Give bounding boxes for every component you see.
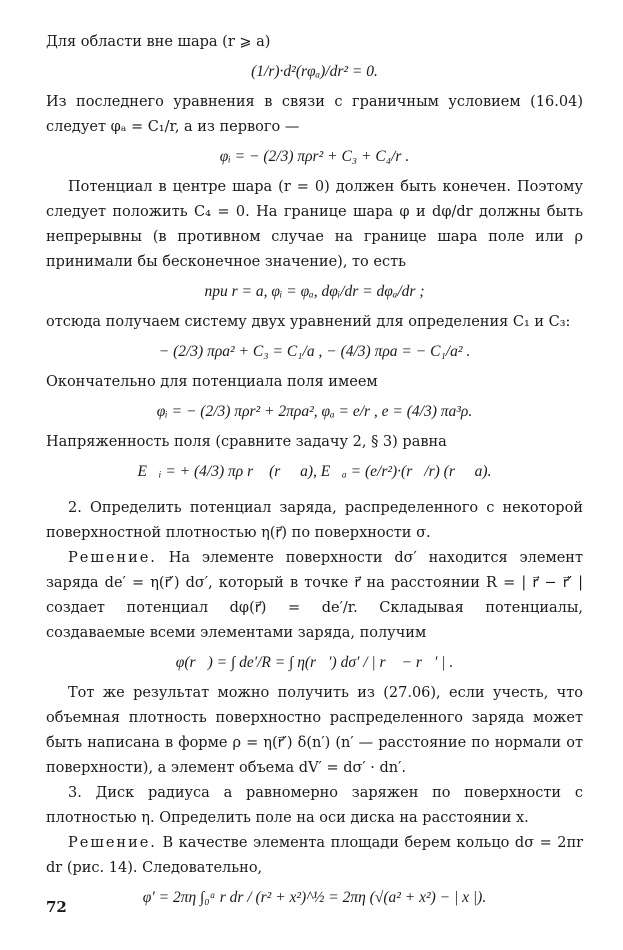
page-number: 72 <box>46 898 67 916</box>
equation-final-potential: φᵢ = − (2/3) πρr² + 2πρa², φₐ = e/r , e = (4/3) πa³ρ. <box>156 403 473 420</box>
equation-exterior-laplace: (1/r)·d²(rφₐ)/dr² = 0. <box>251 63 378 80</box>
equation-disk-potential: φ′ = 2πη ∫₀ᵃ r dr / (r² + x²)^½ = 2πη (√(a² + x²) − | x |). <box>142 889 487 906</box>
text-center-finite: Потенциал в центре шара (r = 0) должен быть конечен. Поэтому следует положить C₄ = 0. На границе шара φ и dφ/dr должны быть непрерывны (в противном случае на границе шара поле или ρ принимали бы бесконечное значение), то есть <box>46 179 583 270</box>
text-final-potential: Окончательно для потенциала поля имеем <box>46 374 378 390</box>
equation-interior-potential: φᵢ = − (2/3) πρr² + C₃ + C₄/r . <box>219 148 410 165</box>
problem-2-statement: 2. Определить потенциал заряда, распределенного с некоторой поверхностной плотностью η(r⃗) по поверхности σ. <box>46 500 583 541</box>
problem-2-solution <box>46 546 583 646</box>
solution-text: В качестве элемента площади берем кольцо dσ = 2πr dr (рис. 14). Следовательно, <box>46 835 583 876</box>
equation-continuity: при r = a, φᵢ = φₐ, dφᵢ/dr = dφₐ/dr ; <box>204 283 425 300</box>
text-system-intro: отсюда получаем систему двух уравнений для определения C₁ и C₃: <box>46 314 571 330</box>
text-field-intro: Напряженность поля (сравните задачу 2, § 3) равна <box>46 434 447 450</box>
problem-3-statement: 3. Диск радиуса a равномерно заряжен по поверхности с плотностью η. Определить поле на оси диска на расстоянии x. <box>46 785 583 826</box>
text-alternative-derivation: Тот же результат можно получить из (27.06), если учесть, что объемная плотность поверхностно распределенного заряда может быть написана в форме ρ = η(r⃗′) δ(n′) (n′ — расстояние по нормали от поверхности), а элемент объема dV′ = dσ′ · dn′. <box>46 685 583 776</box>
solution-text: На элементе поверхности dσ′ находится элемент заряда de′ = η(r⃗′) dσ′, который в точке r⃗ на расстоянии R = | r⃗ − r⃗′ | создает потенциал dφ(r⃗) = de′/r. Складывая потенциалы, создаваемые всеми элементами заряда, получим <box>46 550 583 641</box>
problem-3-solution <box>46 831 583 881</box>
text-exterior-region: Для области вне шара (r ⩾ a) <box>46 34 271 50</box>
solution-lead: Решение. <box>68 550 157 566</box>
solution-lead: Решение. <box>68 835 157 851</box>
equation-system: − (2/3) πρa² + C₃ = C₁/a , − (4/3) πρa = − C₁/a² . <box>158 343 471 360</box>
equation-surface-potential: φ(r⃗) = ∫ de′/R = ∫ η(r⃗′) dσ′ / | r⃗ − r⃗′ | . <box>175 654 454 671</box>
text-boundary-condition: Из последнего уравнения в связи с граничным условием (16.04) следует φₐ = C₁/r, а из первого — <box>46 94 583 135</box>
equation-field: E⃗ᵢ = + (4/3) πρ r⃗ (r ⩽ a), E⃗ₐ = (e/r²)·(r⃗/r) (r ⩾ a). <box>137 463 492 480</box>
